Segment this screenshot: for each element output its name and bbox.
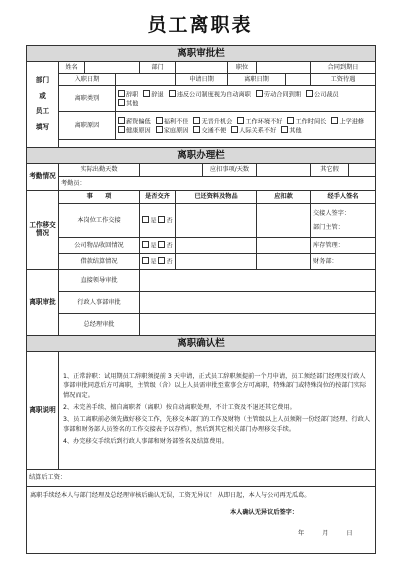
signer-inventory: 库存管理： (311, 238, 376, 254)
type-option[interactable]: 辞职 (118, 90, 138, 99)
dept-label: 部门 (140, 62, 176, 74)
checkbox-icon (231, 126, 238, 133)
reason-option[interactable]: 薪资偏低 (118, 117, 151, 126)
reason-options (116, 112, 376, 140)
actual-days-field[interactable] (140, 164, 203, 177)
checkbox-icon (118, 126, 125, 133)
review-field[interactable] (140, 292, 376, 314)
type-option[interactable]: 违反公司制度视为自动离职 (169, 90, 251, 99)
reason-option[interactable]: 工作时间长 (287, 117, 326, 126)
checkbox-icon (158, 216, 165, 223)
table-row: 借款结算情况 (59, 254, 140, 270)
checkbox-icon (142, 216, 149, 223)
note-item: 4、办完移交手续后到行政人事部和财务部签名及结算费用。 (63, 438, 228, 446)
review-row: 总经理审批 (59, 314, 140, 336)
confirm-section-header: 离职确认栏 (27, 336, 376, 352)
signature-label: 本人确认无异议后签字： (230, 509, 299, 517)
review-label: 离职审批 (27, 270, 59, 336)
apply-date-label: 申请日期 (176, 74, 228, 86)
checkbox-icon (287, 117, 294, 124)
note-item: 3、员工离职前必须先做好移交工作，先移交本部门的工作及财物（主管级以上人员须附一份经部门经理、行政人事部和财务部人员签名的工作交接表予以存档），然后到其它相关部门办理移交手续。 (63, 416, 371, 433)
actual-days-label: 实际出勤天数 (59, 164, 140, 177)
type-option-other[interactable]: 其他 (118, 99, 138, 108)
date-line: 年 月 日 (298, 529, 353, 537)
reason-option[interactable]: 工作环境不好 (237, 117, 282, 126)
attendance-officer-label: 考勤员： (59, 177, 376, 191)
checkbox-icon (158, 241, 165, 248)
checkbox-icon (158, 257, 165, 264)
col-done: 是否交齐 (140, 191, 176, 204)
checkbox-icon (306, 90, 313, 97)
other-leave-field[interactable] (349, 164, 376, 177)
note-label: 离职说明 (27, 352, 59, 470)
hire-date-field[interactable] (116, 74, 176, 86)
col-item: 事 项 (59, 191, 140, 204)
reason-option[interactable]: 交通不便 (193, 126, 226, 135)
name-label: 姓名 (59, 62, 85, 74)
type-option[interactable]: 辞退 (143, 90, 163, 99)
signer-block: 交接人签字： 部门主管： (311, 204, 376, 238)
signer-finance: 财务部： (311, 254, 376, 270)
review-field[interactable] (140, 270, 376, 292)
page-title: 员工离职表 (147, 14, 253, 36)
confirm-statement: 离职手续经本人与部门经理及总经理审核后确认无误，工资无异议！ 从即日起，本人与公司再无瓜葛。 (30, 492, 311, 499)
checkbox-icon (142, 257, 149, 264)
checkbox-icon (142, 241, 149, 248)
checkbox-icon (256, 90, 263, 97)
approval-section-header: 离职审批栏 (27, 46, 376, 62)
reason-option[interactable]: 家庭原因 (156, 126, 189, 135)
form-table (26, 45, 376, 554)
reason-option[interactable]: 无晋升机会 (193, 117, 232, 126)
due-days-field[interactable] (257, 164, 311, 177)
reason-option[interactable]: 人际关系不好 (231, 126, 276, 135)
reason-option[interactable]: 健康原因 (118, 126, 151, 135)
checkbox-icon (193, 126, 200, 133)
attendance-label: 考勤情况 (27, 164, 59, 191)
position-label: 职位 (228, 62, 257, 74)
checkbox-icon (118, 90, 125, 97)
transfer-label: 工作移交情况 (27, 191, 59, 270)
approval-side-label: 部门 或 员工 填写 (27, 62, 59, 148)
salary-pay-label: 工资待遇 (311, 74, 376, 86)
checkbox-icon (331, 117, 338, 124)
table-row: 本岗位工作交接 (59, 204, 140, 238)
done-toggle[interactable]: 是 否 (140, 204, 176, 238)
other-leave-label: 其它假 (311, 164, 349, 177)
checkbox-icon (169, 90, 176, 97)
note-item: 2、未完善手续、擅自离职者（离职）按自动离职处理，不计工资及不退还其它费用。 (63, 404, 296, 412)
col-handed: 已还资料及物品 (176, 191, 257, 204)
type-label: 离职类别 (59, 86, 116, 112)
position-field[interactable] (257, 62, 311, 74)
name-field[interactable] (85, 62, 140, 74)
done-toggle[interactable]: 是 否 (140, 238, 176, 254)
type-options (116, 86, 376, 112)
reason-option[interactable]: 上学进修 (331, 117, 364, 126)
dept-field[interactable] (176, 62, 228, 74)
checkbox-icon (156, 117, 163, 124)
review-row: 行政人事部审批 (59, 292, 140, 314)
type-option[interactable]: 劳动合同到期 (256, 90, 301, 99)
due-days-label: 应扣事项/天数 (203, 164, 257, 177)
review-field[interactable] (140, 314, 376, 336)
leave-date-label: 离职日期 (228, 74, 286, 86)
col-sign: 经手人签名 (311, 191, 376, 204)
confirm-statement-block (27, 487, 376, 554)
notes (59, 352, 376, 470)
settled-salary: 结算后工资： (27, 470, 376, 487)
review-row: 直接领导审批 (59, 270, 140, 292)
leave-date-field[interactable] (286, 74, 311, 86)
checkbox-icon (118, 99, 125, 106)
col-deduct: 应扣款 (257, 191, 311, 204)
checkbox-icon (118, 117, 125, 124)
done-toggle[interactable]: 是 否 (140, 254, 176, 270)
table-row: 公司物品收回情况 (59, 238, 140, 254)
reason-label: 离职原因 (59, 112, 116, 140)
checkbox-icon (143, 90, 150, 97)
hire-date-label: 入职日期 (59, 74, 116, 86)
checkbox-icon (156, 126, 163, 133)
checkbox-icon (281, 126, 288, 133)
contract-date-label: 合同到期日 (311, 62, 376, 74)
handling-section-header: 离职办理栏 (27, 148, 376, 164)
checkbox-icon (237, 117, 244, 124)
reason-option[interactable]: 福利不佳 (156, 117, 189, 126)
note-item: 1、正常辞职：试用期员工辞职须提前 3 天申请，正式员工辞职须提前一个月申请，员工须经部门经理及行政人事部审批同意后方可离职，主管级（含）以上人员需审批至董事会方可离职，特殊部门或特殊岗位的按部门实际情况而定。 (63, 372, 367, 400)
type-option[interactable]: 公司裁员 (306, 90, 339, 99)
reason-option[interactable]: 其他 (281, 126, 301, 135)
checkbox-icon (193, 117, 200, 124)
